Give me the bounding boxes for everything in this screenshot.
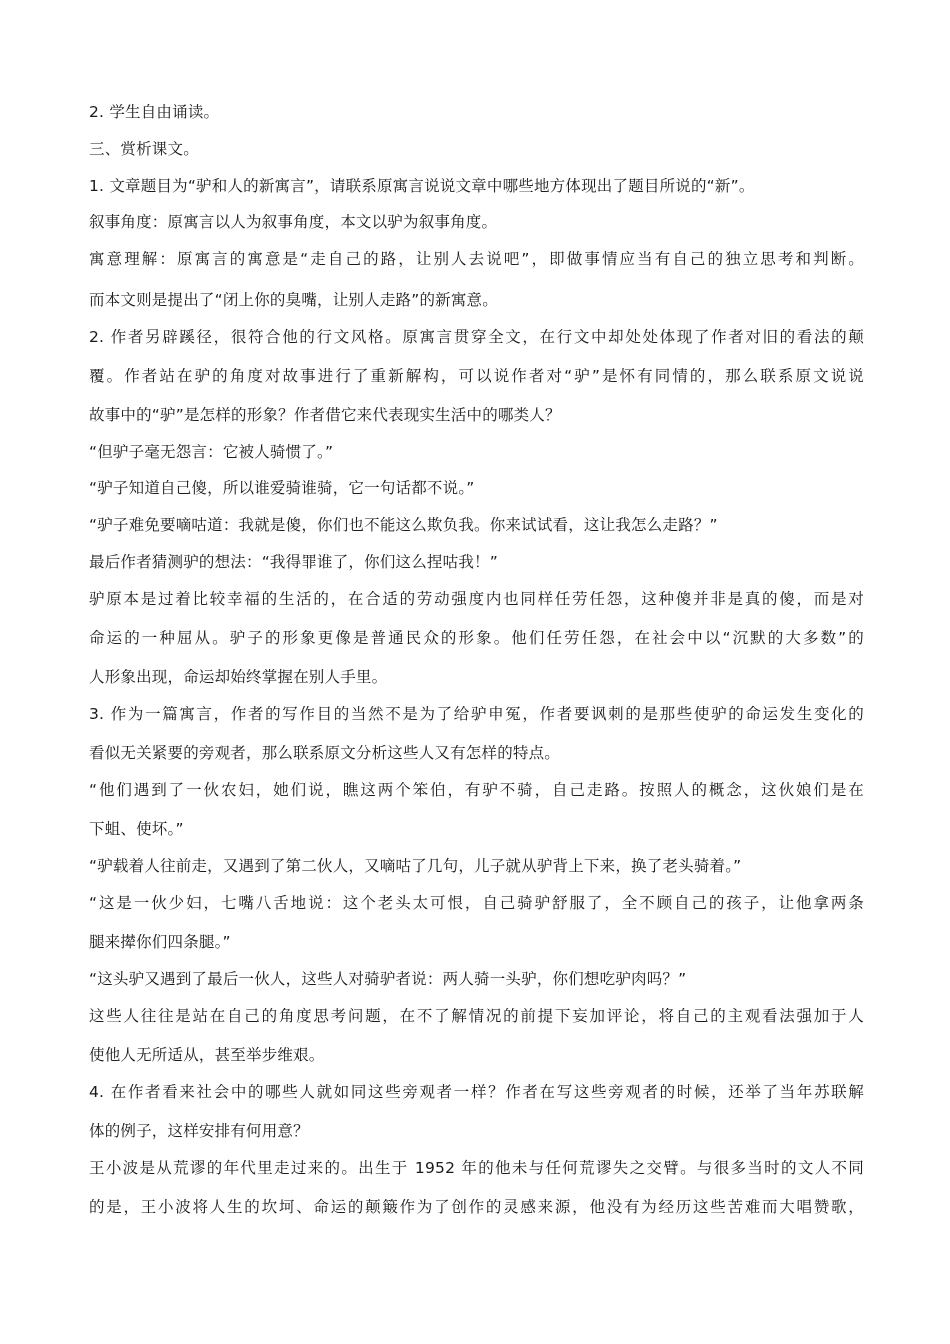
text-line: 而本文则是提出了“闭上你的臭嘴，让别人走路”的新寓意。	[89, 291, 498, 309]
question-line: 1. 文章题目为“驴和人的新寓言”，请联系原寓言说说文章中哪些地方体现出了题目所说的“新”。	[89, 177, 755, 195]
question-line: 体的例子，这样安排有何用意？	[89, 1122, 309, 1140]
text-line: 寓意理解：原寓言的寓意是“走自己的路，让别人去说吧”，即做事情应当有自己的独立思考和判断。	[89, 250, 864, 268]
quote-line: “这是一伙少妇，七嘴八舌地说：这个老头太可恨，自己骑驴舒服了，全不顾自己的孩子，让他拿两条	[89, 894, 864, 912]
question-line: 故事中的“驴”是怎样的形象？作者借它来代表现实生活中的哪类人？	[89, 406, 561, 424]
text-line: 人形象出现，命运却始终掌握在别人手里。	[89, 668, 388, 686]
question-line: 3. 作为一篇寓言，作者的写作目的当然不是为了给驴申冤，作者要讽刺的是那些使驴的命运发生变化的	[89, 705, 864, 723]
quote-line: “驴子难免要嘀咕道：我就是傻，你们也不能这么欺负我。你来试试看，这让我怎么走路？”	[89, 516, 718, 534]
question-line: 4. 在作者看来社会中的哪些人就如同这些旁观者一样？作者在写这些旁观者的时候，还举了当年苏联解	[89, 1083, 864, 1101]
quote-line: “他们遇到了一伙农妇，她们说，瞧这两个笨伯，有驴不骑，自己走路。按照人的概念，这伙娘们是在	[89, 781, 864, 799]
quote-line: “驴载着人往前走，又遇到了第二伙人，又嘀咕了几句，儿子就从驴背上下来，换了老头骑着。”	[89, 857, 742, 875]
quote-line: 下蛆、使坏。”	[89, 820, 184, 838]
question-line: 2. 作者另辟蹊径，很符合他的行文风格。原寓言贯穿全文，在行文中却处处体现了作者对旧的看法的颠	[89, 328, 864, 346]
quote-line: “但驴子毫无怨言：它被人骑惯了。”	[89, 443, 334, 461]
text-line: 的是，王小波将人生的坎坷、命运的颠簸作为了创作的灵感来源，他没有为经历这些苦难而大唱赞歌，	[89, 1198, 864, 1216]
question-line: 覆。作者站在驴的角度对故事进行了重新解构，可以说作者对“驴”是怀有同情的，那么联系原文说说	[89, 367, 864, 385]
section-heading: 三、赏析课文。	[89, 140, 199, 158]
text-line: 驴原本是过着比较幸福的生活的，在合适的劳动强度内也同样任劳任怨，这种傻并非是真的傻，而是对	[89, 590, 864, 608]
text-line: 这些人往往是站在自己的角度思考问题，在不了解情况的前提下妄加评论，将自己的主观看法强加于人	[89, 1007, 864, 1025]
text-line: 使他人无所适从，甚至举步维艰。	[89, 1046, 325, 1064]
question-line: 看似无关紧要的旁观者，那么联系原文分析这些人又有怎样的特点。	[89, 744, 561, 762]
text-line: 命运的一种屈从。驴子的形象更像是普通民众的形象。他们任劳任怨，在社会中以“沉默的大多数”的	[89, 629, 864, 647]
quote-line: “驴子知道自己傻，所以谁爱骑谁骑，它一句话都不说。”	[89, 479, 475, 497]
text-line: 王小波是从荒谬的年代里走过来的。出生于 1952 年的他未与任何荒谬失之交臂。与很多当时的文人不同	[89, 1159, 864, 1177]
text-line: 叙事角度：原寓言以人为叙事角度，本文以驴为叙事角度。	[89, 213, 498, 231]
text-line: 最后作者猜测驴的想法：“我得罪谁了，你们这么捏咕我！”	[89, 553, 498, 571]
text-line: 2. 学生自由诵读。	[89, 103, 220, 121]
quote-line: “这头驴又遇到了最后一伙人，这些人对骑驴者说：两人骑一头驴，你们想吃驴肉吗？”	[89, 970, 687, 988]
quote-line: 腿来撵你们四条腿。”	[89, 933, 231, 951]
